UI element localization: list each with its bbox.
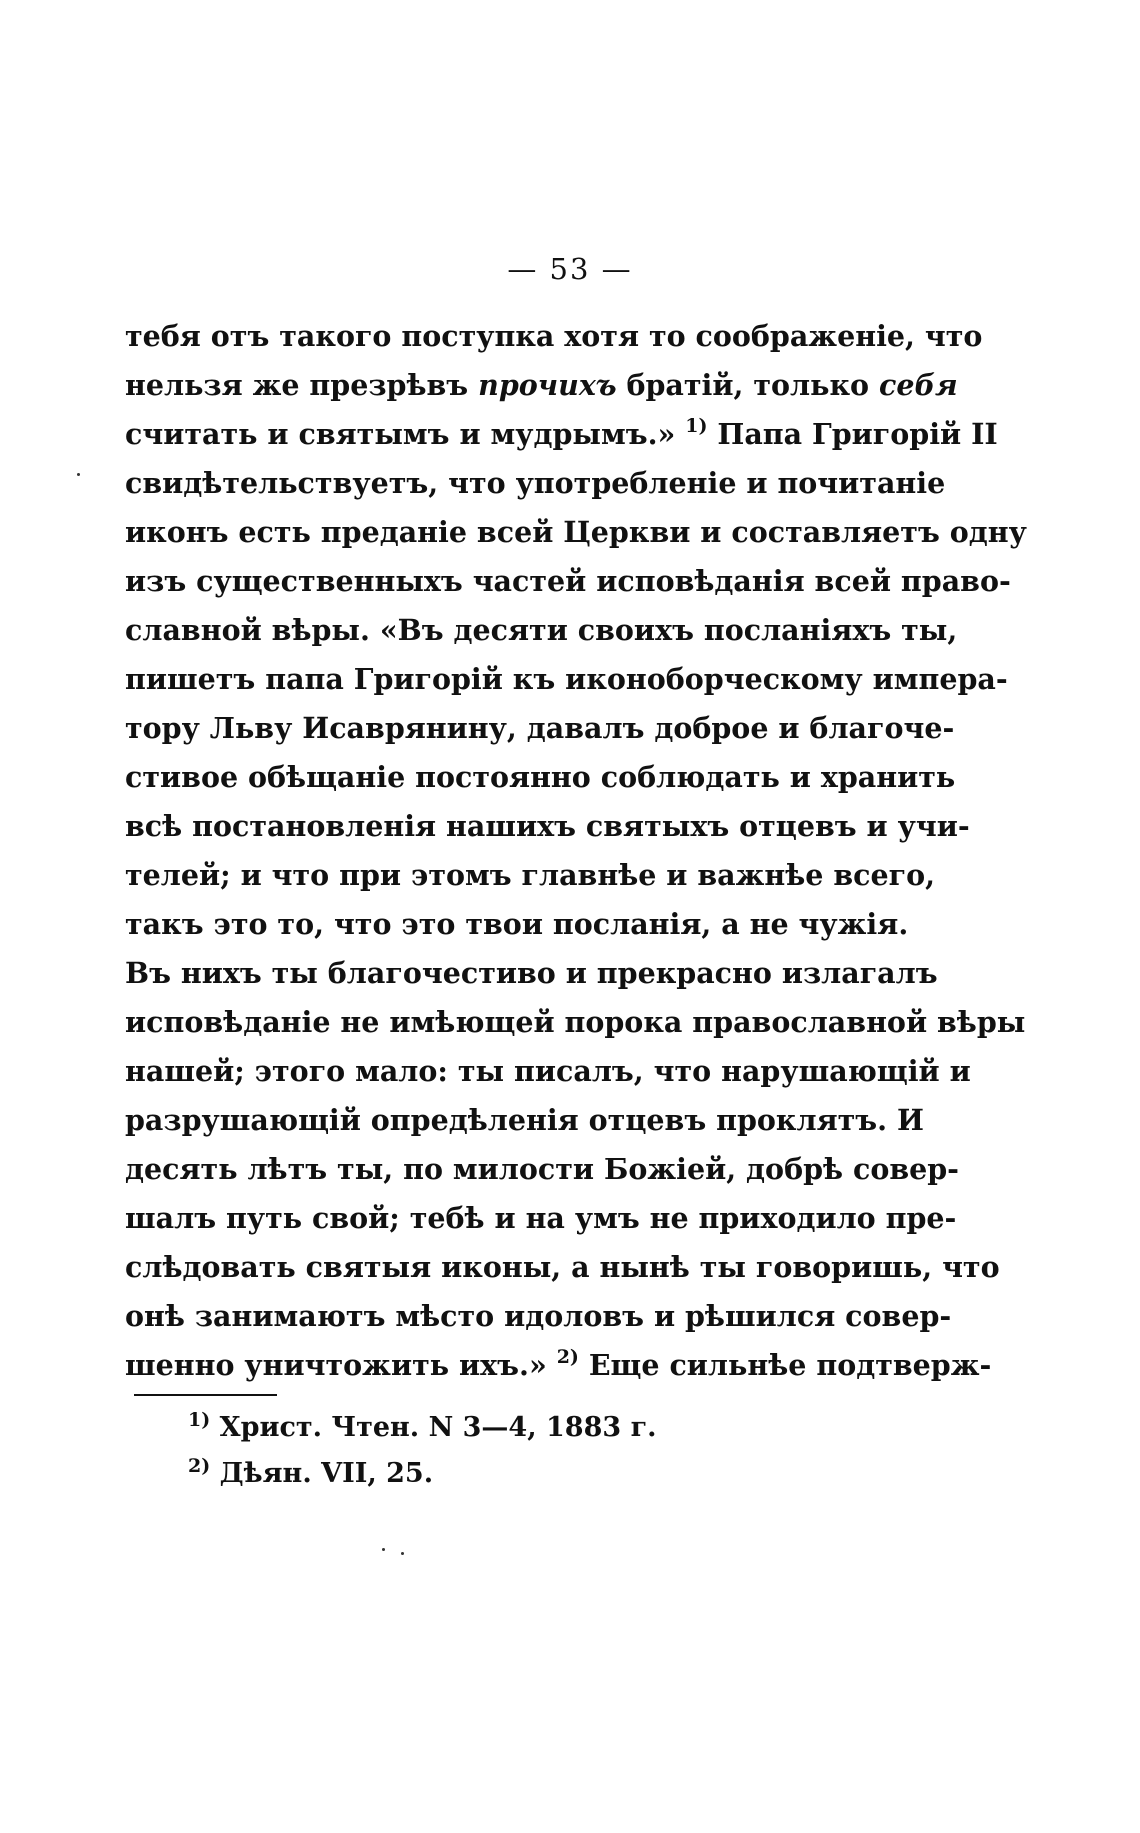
footnote-ref-1: 1) bbox=[685, 414, 708, 437]
text-line: тебя отъ такого поступка хотя то соображеніе, что bbox=[125, 319, 983, 353]
page-number: — 53 — bbox=[507, 252, 633, 286]
footnote-divider bbox=[134, 1394, 277, 1396]
text-line: онѣ занимаютъ мѣсто идоловъ и рѣшился совер- bbox=[125, 1299, 952, 1333]
footnote-mark: 1) bbox=[188, 1409, 211, 1431]
text-line: десять лѣтъ ты, по милости Божіей, добрѣ совер- bbox=[125, 1152, 960, 1186]
italic-word: прочихъ bbox=[478, 368, 617, 402]
text-line: шалъ путь свой; тебѣ и на умъ не приходило пре- bbox=[125, 1201, 957, 1235]
text-line: нельзя же презрѣвъ прочихъ братій, только себя bbox=[125, 368, 958, 402]
footnote-mark: 2) bbox=[188, 1455, 211, 1477]
text-line: слѣдовать святыя иконы, а нынѣ ты говоришь, что bbox=[125, 1250, 1000, 1284]
body-text bbox=[125, 312, 1027, 1390]
paper-speck bbox=[77, 473, 80, 476]
text-line: шенно уничтожить ихъ.» $^{2)}$ Еще сильнѣе подтверж- bbox=[125, 1345, 992, 1382]
paper-speck bbox=[382, 1548, 385, 1551]
text-line: славной вѣры. «Въ десяти своихъ посланіяхъ ты, bbox=[125, 613, 958, 647]
text-line: стивое обѣщаніе постоянно соблюдать и хранить bbox=[125, 760, 956, 794]
text-line: пишетъ папа Григорій къ иконоборческому импера- bbox=[125, 662, 1008, 696]
footnote-1: $^{1)}$ Христ. Чтен. N 3—4, 1883 г. bbox=[188, 1409, 657, 1443]
text-line: разрушающій опредѣленія отцевъ проклятъ. И bbox=[125, 1103, 924, 1137]
text-line: Въ нихъ ты благочестиво и прекрасно излагалъ bbox=[125, 956, 938, 990]
footnotes bbox=[188, 1405, 657, 1497]
text-line: считать и святымъ и мудрымъ.» $^{1)}$ Папа Григорій II bbox=[125, 414, 998, 451]
text-line: такъ это то, что это твои посланія, а не чужія. bbox=[125, 907, 909, 941]
text-line: всѣ постановленія нашихъ святыхъ отцевъ и учи- bbox=[125, 809, 970, 843]
text-line: иконъ есть преданіе всей Церкви и составляетъ одну bbox=[125, 515, 1027, 549]
paper-speck bbox=[401, 1552, 404, 1555]
italic-word: себя bbox=[878, 368, 958, 402]
text-line: изъ существенныхъ частей исповѣданія всей право- bbox=[125, 564, 1011, 598]
footnote-ref-2: 2) bbox=[556, 1345, 579, 1368]
text-line: исповѣданіе не имѣющей порока православной вѣры bbox=[125, 1005, 1026, 1039]
text-line: тору Льву Исаврянину, давалъ доброе и благоче- bbox=[125, 711, 955, 745]
text-line: нашей; этого мало: ты писалъ, что нарушающій и bbox=[125, 1054, 971, 1088]
text-line: телей; и что при этомъ главнѣе и важнѣе всего, bbox=[125, 858, 936, 892]
footnote-2: $^{2)}$ Дѣян. VII, 25. bbox=[188, 1455, 434, 1489]
text-line: свидѣтельствуетъ, что употребленіе и почитаніе bbox=[125, 466, 946, 500]
